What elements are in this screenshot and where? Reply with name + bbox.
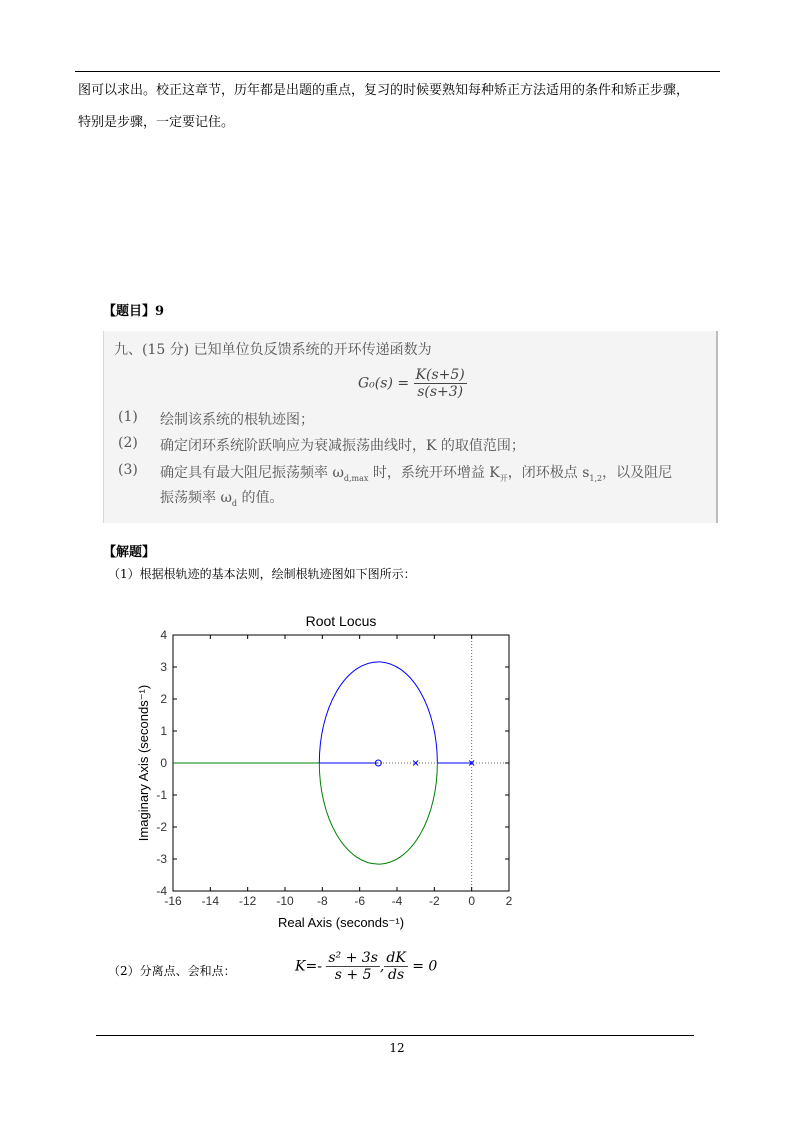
y-tick-label: 1 <box>160 724 167 738</box>
x-tick-label: 0 <box>468 894 476 908</box>
x-tick-label: -14 <box>201 894 220 908</box>
q1-text: 绘制该系统的根轨迹图； <box>160 412 314 428</box>
x-tick-label: 2 <box>505 894 513 908</box>
q3-line-2: 振荡频率 $\omega_d$ 的值。 <box>160 490 284 508</box>
solution-step-2: （2）分离点、会和点： <box>108 964 236 978</box>
x-axis-label: Real Axis (seconds⁻¹) <box>277 915 405 930</box>
y-axis-label: Imaginary Axis (seconds⁻¹) <box>136 684 151 842</box>
y-tick-label: 3 <box>160 660 167 674</box>
y-tick-label: 4 <box>160 628 167 642</box>
tf-denominator: s(s+3) <box>417 384 464 400</box>
x-tick-label: -6 <box>354 894 366 908</box>
q3-number: (3) <box>118 462 138 478</box>
y-tick-label: 0 <box>160 756 167 770</box>
q1-number: (1) <box>118 409 138 425</box>
y-tick-label: 2 <box>160 692 167 706</box>
transfer-function <box>358 367 467 400</box>
formula-denominator: s + 5 <box>334 967 372 983</box>
y-tick-label: -2 <box>156 820 167 834</box>
x-tick-label: -4 <box>391 894 403 908</box>
q2-number: (2) <box>118 435 138 451</box>
tf-fraction <box>414 367 467 400</box>
breakaway-formula: K=- $\frac{\text{s² + 3s}}{s + 5}$ , $\frac{dK}{ds}$ = 0 <box>295 950 438 983</box>
formula-lhs: K=- <box>295 958 322 975</box>
formula-rhs: = 0 <box>407 958 438 975</box>
formula-numerator: s² + 3s <box>328 950 378 966</box>
intro-line-1: 图可以求出。校正这章节，历年都是出题的重点，复习的时候要熟知每种矫正方法适用的条件和矫正步骤， <box>78 83 690 98</box>
derivative-denominator: ds <box>387 967 405 983</box>
tf-lhs: G₀(s) = <box>358 375 410 392</box>
problem-statement: 九、(15 分) 已知单位负反馈系统的开环传递函数为 <box>114 342 432 358</box>
x-tick-label: -2 <box>428 894 440 908</box>
intro-line-2: 特别是步骤，一定要记住。 <box>78 115 235 130</box>
derivative-numerator: dK <box>386 950 406 966</box>
y-tick-label: -1 <box>156 788 167 802</box>
q3-text: 确定具有最大阻尼振荡频率 $\omega_{d,max}$ 时，系统开环增益 $K_开$，闭环极点 $s_{1,2}$，以及阻尼 <box>160 465 673 483</box>
problem-heading: 【题目】9 <box>103 304 165 319</box>
y-tick-label: -3 <box>156 852 167 866</box>
problem-scan <box>103 331 718 523</box>
chart-title: Root Locus <box>305 613 377 629</box>
solution-step-1: （1）根据根轨迹的基本法则，绘制根轨迹图如下图所示： <box>108 567 416 581</box>
x-tick-label: -16 <box>164 894 182 908</box>
tf-numerator: K(s+5) <box>415 367 465 383</box>
x-tick-label: -8 <box>316 894 328 908</box>
q2-text: 确定闭环系统阶跃响应为衰减振荡曲线时，K 的取值范围； <box>160 438 525 454</box>
page-number: 12 <box>389 1041 405 1055</box>
x-tick-label: -12 <box>238 894 257 908</box>
footer-rule <box>96 1035 694 1036</box>
header-rule <box>75 71 720 72</box>
y-tick-label: -4 <box>156 884 167 898</box>
root-locus-chart <box>130 605 530 935</box>
solution-heading: 【解题】 <box>103 545 156 560</box>
x-tick-label: -10 <box>276 894 294 908</box>
